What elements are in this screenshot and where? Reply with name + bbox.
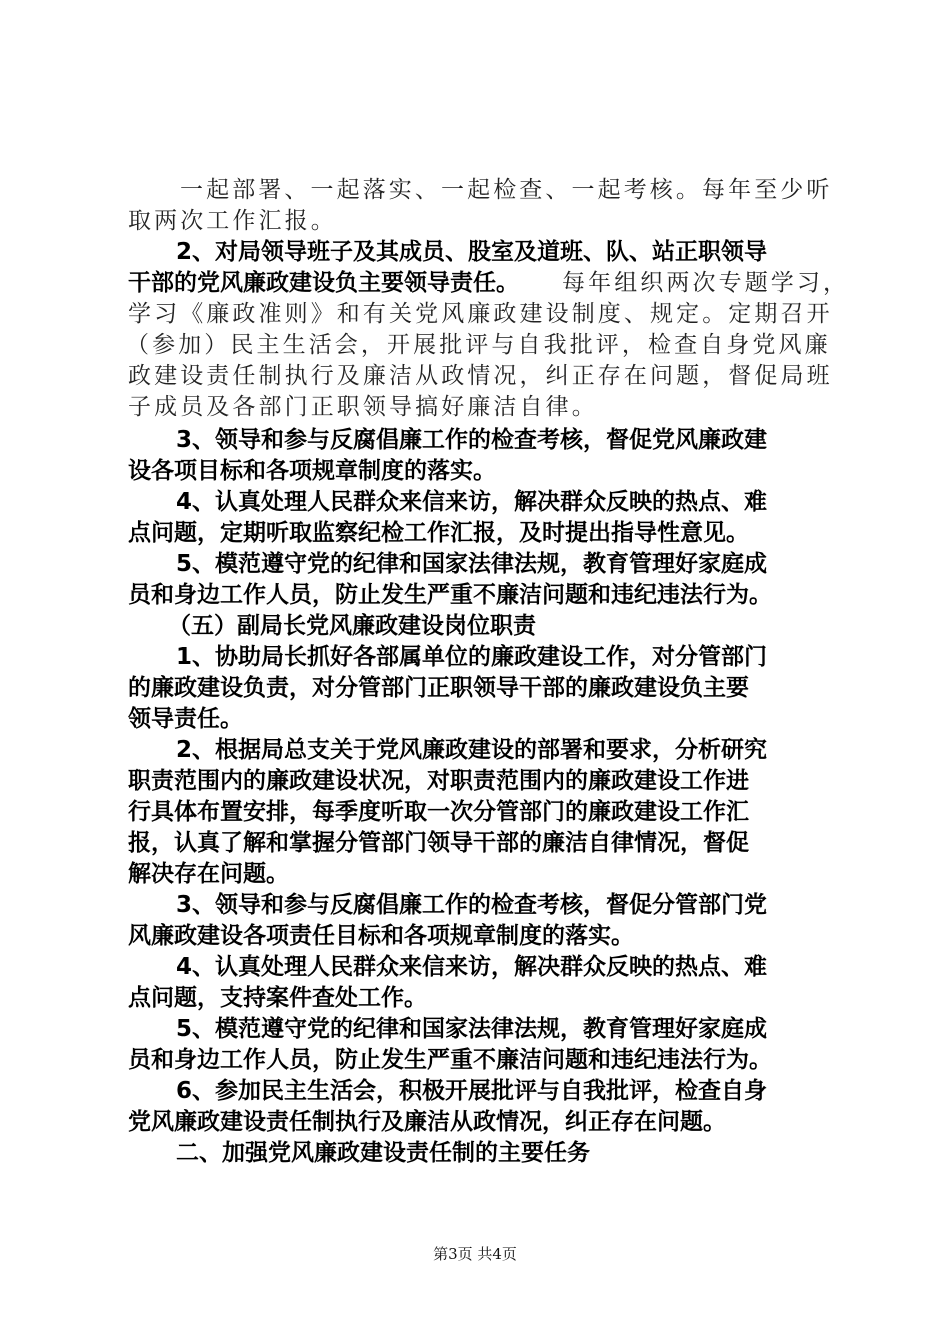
paragraph-line: 3、领导和参与反腐倡廉工作的检查考核，督促党风廉政建	[176, 427, 768, 453]
paragraph-line: 6、参加民主生活会，积极开展批评与自我批评，检查自身	[176, 1078, 768, 1104]
paragraph-line: 的廉政建设负责，对分管部门正职领导干部的廉政建设负主要	[128, 675, 749, 701]
paragraph-line: 党风廉政建设责任制执行及廉洁从政情况，纠正存在问题。	[128, 1109, 726, 1135]
section-heading: （五）副局长党风廉政建设岗位职责	[168, 613, 536, 639]
paragraph-line: 职责范围内的廉政建设状况，对职责范围内的廉政建设工作进	[128, 768, 749, 794]
paragraph-line: 2、对局领导班子及其成员、股室及道班、队、站正职领导	[176, 239, 768, 265]
paragraph-line: 政建设责任制执行及廉洁从政情况，纠正存在问题，督促局班	[128, 363, 833, 389]
paragraph-line: 设各项目标和各项规章制度的落实。	[128, 458, 496, 484]
paragraph-line: 解决存在问题。	[128, 861, 289, 887]
paragraph-line: 员和身边工作人员，防止发生严重不廉洁问题和违纪违法行为。	[128, 582, 772, 608]
paragraph-line: 干部的党风廉政建设负主要领导责任。	[128, 270, 519, 296]
paragraph-line: 子成员及各部门正职领导搞好廉洁自律。	[128, 394, 598, 420]
paragraph-line: 领导责任。	[128, 706, 243, 732]
paragraph-line: 2、根据局总支关于党风廉政建设的部署和要求，分析研究	[176, 737, 768, 763]
paragraph-line: 一起部署、一起落实、一起检查、一起考核。每年至少听	[180, 177, 833, 203]
paragraph-line: 4、认真处理人民群众来信来访，解决群众反映的热点、难	[176, 489, 768, 515]
paragraph-line: （参加）民主生活会，开展批评与自我批评，检查自身党风廉	[126, 332, 831, 358]
paragraph-line: 学习《廉政准则》和有关党风廉政建设制度、规定。定期召开	[128, 301, 833, 327]
page-number: 第3页 共4页	[433, 1245, 517, 1263]
paragraph-line: 点问题，支持案件查处工作。	[128, 985, 427, 1011]
section-heading: 二、加强党风廉政建设责任制的主要任务	[176, 1140, 590, 1166]
paragraph-line: 3、领导和参与反腐倡廉工作的检查考核，督促分管部门党	[176, 892, 768, 918]
paragraph-line: 5、模范遵守党的纪律和国家法律法规，教育管理好家庭成	[176, 1016, 768, 1042]
paragraph-line: 报，认真了解和掌握分管部门领导干部的廉洁自律情况，督促	[128, 830, 749, 856]
paragraph-line: 取两次工作汇报。	[128, 208, 337, 234]
paragraph-line: 每年组织两次专题学习，	[562, 270, 850, 296]
paragraph-line: 4、认真处理人民群众来信来访，解决群众反映的热点、难	[176, 954, 768, 980]
paragraph-line: 行具体布置安排，每季度听取一次分管部门的廉政建设工作汇	[128, 799, 749, 825]
paragraph-line: 5、模范遵守党的纪律和国家法律法规，教育管理好家庭成	[176, 551, 768, 577]
paragraph-line: 点问题，定期听取监察纪检工作汇报，及时提出指导性意见。	[128, 520, 749, 546]
paragraph-line: 风廉政建设各项责任目标和各项规章制度的落实。	[128, 923, 634, 949]
paragraph-line: 员和身边工作人员，防止发生严重不廉洁问题和违纪违法行为。	[128, 1047, 772, 1073]
paragraph-line: 1、协助局长抓好各部属单位的廉政建设工作，对分管部门	[176, 644, 768, 670]
